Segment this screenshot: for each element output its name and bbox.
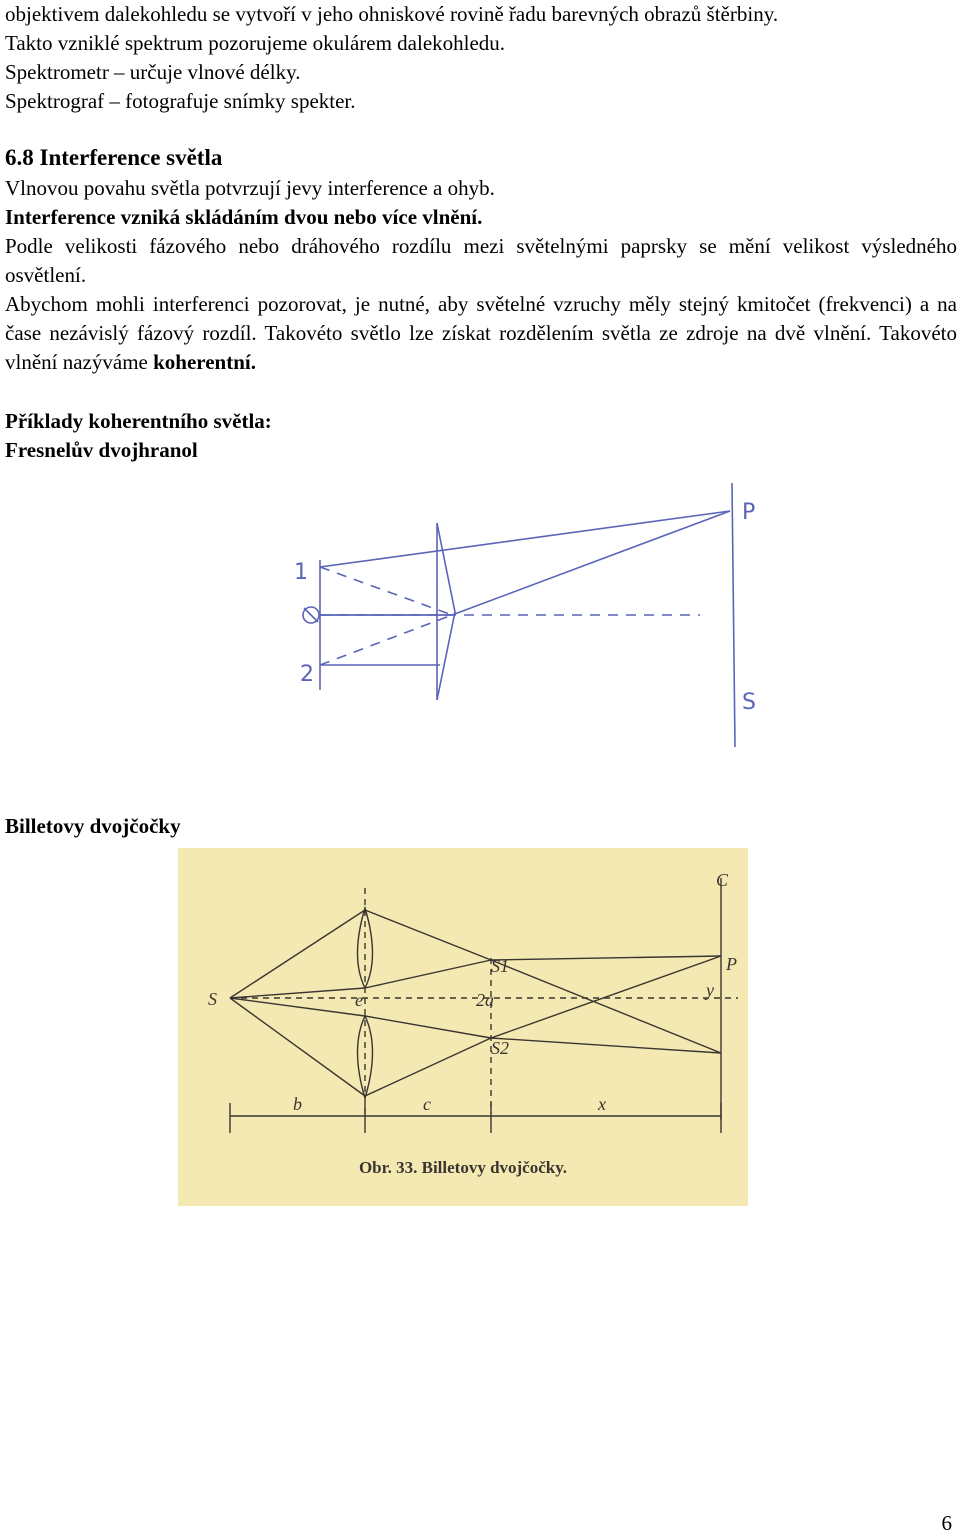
- label-e: e: [355, 990, 363, 1010]
- figure-paper: [178, 848, 748, 1206]
- coherent-term: koherentní.: [153, 350, 256, 374]
- section-line-1: Vlnovou povahu světla potvrzují jevy interference a ohyb.: [5, 176, 495, 200]
- label-s2: S2: [491, 1038, 509, 1058]
- label-p: P: [726, 954, 737, 974]
- fresnel-biprism-figure: [280, 475, 770, 755]
- label-x: x: [598, 1094, 606, 1114]
- billet-lens-figure: [178, 848, 748, 1206]
- ray-upper: [320, 511, 730, 567]
- label-p: P: [742, 500, 756, 525]
- label-y: y: [706, 980, 714, 1000]
- label-c-dim: c: [423, 1094, 431, 1114]
- examples-heading: Příklady koherentního světla:: [5, 409, 272, 433]
- source-cross: [304, 608, 318, 622]
- label-1: 1: [294, 560, 308, 585]
- dashed-ray-2: [320, 615, 452, 665]
- section-paragraph-1: Podle velikosti fázového nebo dráhového rozdílu mezi světelnými paprsky se mění velikost výsledného osvětlení.: [5, 234, 957, 287]
- paragraph-2-text: Abychom mohli interferenci pozorovat, je nutné, aby světelné vzruchy měly stejný kmitočet (frekvenci) a na čase nezávislý fázový rozdíl. Takovéto světlo lze získat rozdělením světla ze zdroje na dvě vlnění. Takovéto vlnění nazýváme: [5, 292, 957, 374]
- label-s1: S1: [491, 956, 509, 976]
- fresnel-heading: Fresnelův dvojhranol: [5, 438, 198, 462]
- section-heading: 6.8 Interference světla: [5, 145, 223, 170]
- section-paragraph-2: [5, 290, 957, 377]
- intro-line-1: objektivem dalekohledu se vytvoří v jeho ohniskové rovině řadu barevných obrazů štěrbiny.: [5, 2, 779, 26]
- figure-caption: Obr. 33. Billetovy dvojčočky.: [358, 1158, 568, 1177]
- ray-refracted-upper: [452, 511, 730, 615]
- label-s: S: [742, 690, 756, 715]
- page-number: 6: [941, 1511, 952, 1535]
- label-s: S: [208, 989, 217, 1009]
- section-line-2: Interference vzniká skládáním dvou nebo více vlnění.: [5, 205, 483, 229]
- label-2: 2: [300, 662, 314, 687]
- intro-line-3: Spektrometr – určuje vlnové délky.: [5, 60, 301, 84]
- screen-line: [732, 483, 735, 747]
- label-c: C: [716, 870, 729, 890]
- dashed-ray-1: [320, 567, 452, 615]
- intro-line-2: Takto vzniklé spektrum pozorujeme okulárem dalekohledu.: [5, 31, 506, 55]
- label-b: b: [293, 1094, 302, 1114]
- label-2a: 2a: [476, 990, 494, 1010]
- intro-line-4: Spektrograf – fotografuje snímky spekter.: [5, 89, 356, 113]
- billet-heading: Billetovy dvojčočky: [5, 814, 181, 838]
